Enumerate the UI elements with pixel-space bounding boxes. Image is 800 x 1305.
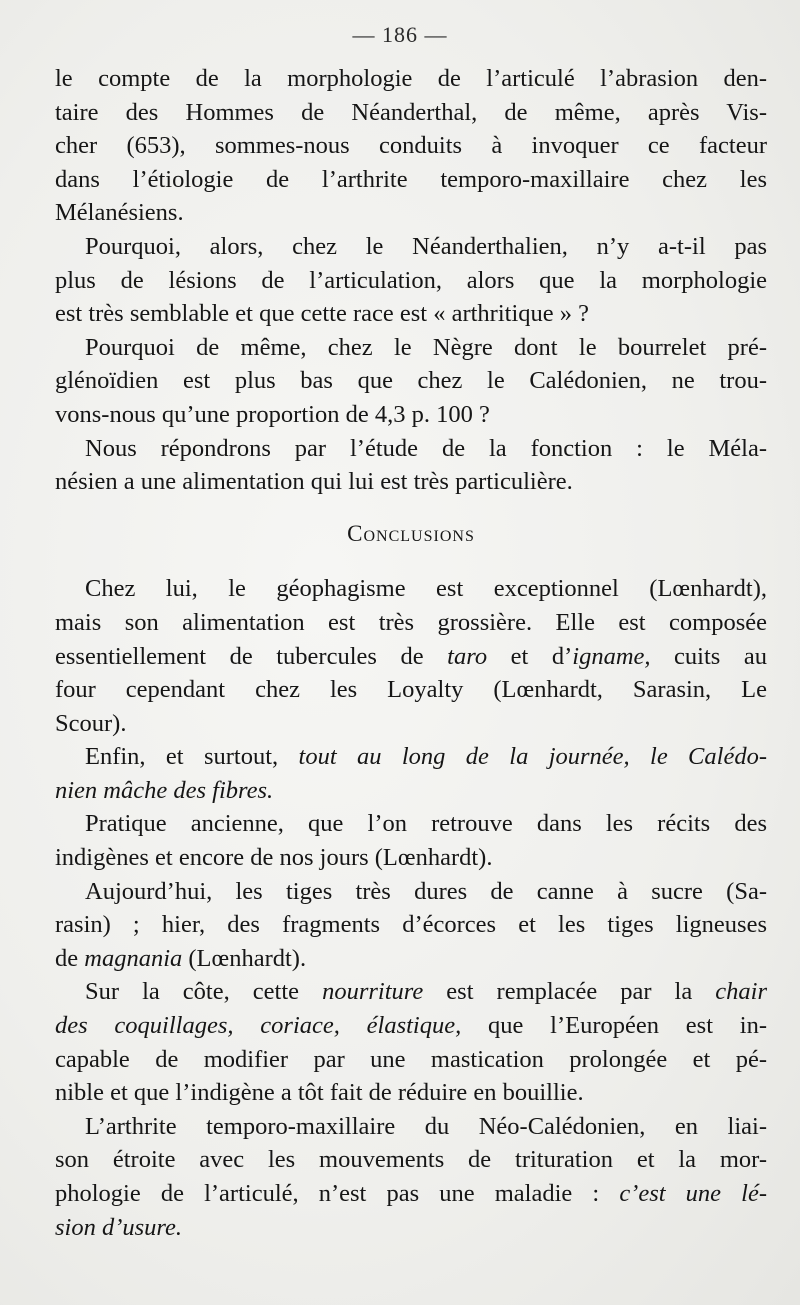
- text-line: des coquillages, coriace, élastique, que l’Européen est in-: [55, 1012, 768, 1040]
- text-line: mais son alimentation est très grossière. Elle est composée: [55, 608, 767, 636]
- text-line: sion d’usure.: [55, 1213, 183, 1241]
- text-line: Aujourd’hui, les tiges très dures de canne à sucre (Sa-: [85, 877, 767, 905]
- text-line: de magnania (Lœnhardt).: [55, 944, 307, 972]
- text-line: Chez lui, le géophagisme est exceptionnel (Lœnhardt),: [85, 575, 767, 603]
- text-line: son étroite avec les mouvements de trituration et la mor-: [55, 1146, 767, 1174]
- text-line: Pourquoi de même, chez le Nègre dont le bourrelet pré-: [85, 333, 767, 361]
- text-line: Sur la côte, cette nourriture est remplacée par la chair: [85, 978, 768, 1006]
- text-line: rasin) ; hier, des fragments d’écorces et les tiges ligneuses: [55, 911, 767, 939]
- page-number: — 186 —: [352, 22, 448, 47]
- text-line: nible et que l’indigène a tôt fait de réduire en bouillie.: [55, 1079, 584, 1107]
- text-line: indigènes et encore de nos jours (Lœnhardt).: [55, 844, 493, 872]
- text-line: taire des Hommes de Néanderthal, de même, après Vis-: [55, 98, 767, 126]
- text-line: Nous répondrons par l’étude de la fonction : le Méla-: [85, 434, 767, 462]
- text-line: Mélanésiens.: [55, 199, 184, 227]
- text-line: four cependant chez les Loyalty (Lœnhardt, Sarasin, Le: [55, 676, 767, 704]
- text-line: Pourquoi, alors, chez le Néanderthalien, n’y a-t-il pas: [85, 232, 767, 260]
- text-line: capable de modifier par une mastication prolongée et pé-: [55, 1045, 767, 1073]
- text-line: glénoïdien est plus bas que chez le Calédonien, ne trou-: [55, 367, 767, 395]
- text-line: plus de lésions de l’articulation, alors que la morphologie: [55, 266, 767, 294]
- text-line: dans l’étiologie de l’arthrite temporo-maxillaire chez les: [55, 165, 767, 193]
- text-line: Pratique ancienne, que l’on retrouve dans les récits des: [85, 810, 767, 838]
- text-line: Scour).: [55, 709, 127, 737]
- text-line: cher (653), sommes-nous conduits à invoquer ce facteur: [55, 132, 767, 160]
- text-line: le compte de la morphologie de l’articulé l’abrasion den-: [55, 65, 767, 92]
- text-line: Enfin, et surtout, tout au long de la journée, le Calédo-: [85, 743, 767, 771]
- text-line: L’arthrite temporo-maxillaire du Néo-Calédonien, en liai-: [85, 1112, 767, 1140]
- section-heading: Conclusions: [347, 520, 475, 546]
- text-line: est très semblable et que cette race est « arthritique » ?: [55, 300, 589, 328]
- text-line: nien mâche des fibres.: [55, 776, 274, 804]
- text-line: vons-nous qu’une proportion de 4,3 p. 100 ?: [55, 400, 490, 428]
- text-line: nésien a une alimentation qui lui est très particulière.: [55, 468, 573, 496]
- text-line: phologie de l’articulé, n’est pas une maladie : c’est une lé-: [55, 1180, 767, 1207]
- page-body: [55, 62, 767, 1244]
- text-line: essentiellement de tubercules de taro et d’igname, cuits au: [55, 642, 767, 670]
